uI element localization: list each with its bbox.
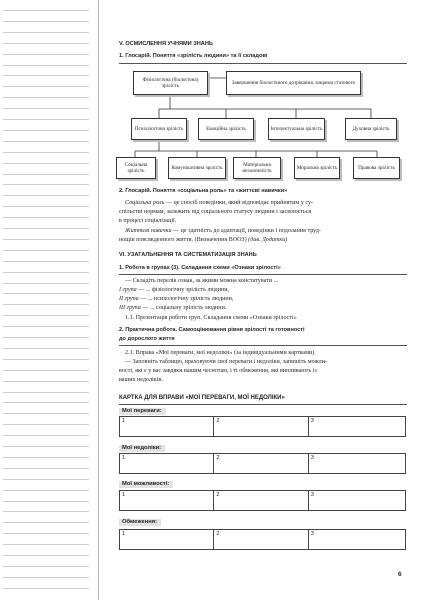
diagram-node-label: Інтелектуальна зрілість bbox=[270, 126, 323, 132]
work2-heading-cont: до дорослого життя bbox=[119, 336, 175, 342]
definition-text: — це спосіб поведінки, який відповідає прийнятим у су- bbox=[164, 200, 314, 206]
exercise-line: вості, які є у вас завдяки вашим чеснотам, і ті обмеження, які випливають із bbox=[119, 368, 317, 374]
diagram-node-biological-maturation bbox=[226, 71, 361, 95]
table-cell[interactable]: 2 bbox=[214, 530, 308, 550]
page-number: 6 bbox=[398, 571, 402, 578]
card-section-label: Мої можливості: bbox=[119, 481, 173, 488]
presentation-line: 1.1. Презентація роботи груп. Складання схеми «Ознаки зрілості» bbox=[125, 315, 297, 321]
group-label: III група bbox=[119, 305, 141, 311]
section6-heading: VI. УЗАГАЛЬНЕННЯ ТА СИСТЕМАТИЗАЦІЯ ЗНАНЬ bbox=[119, 252, 257, 258]
table-cell[interactable]: 2 bbox=[214, 491, 308, 511]
definition-text-with-ref bbox=[119, 237, 287, 244]
life-skills-definition bbox=[125, 228, 321, 235]
exercise-line: ваших недоліків. bbox=[119, 377, 163, 383]
card-title: КАРТКА ДЛЯ ВПРАВИ «МОЇ ПЕРЕВАГИ, МОЇ НЕДОЛІКИ» bbox=[119, 395, 285, 401]
exercise-line: — Заповніть таблицю, враховуючи свої переваги і недоліки, запишіть можли- bbox=[125, 359, 328, 365]
work2-heading: 2. Практична робота. Самооцінювання рівня зрілості та готовності bbox=[119, 327, 305, 333]
card-section-label: Мої недоліки: bbox=[119, 445, 165, 452]
table-cell[interactable]: 1 bbox=[120, 491, 214, 511]
diagram-node-moral bbox=[294, 157, 340, 179]
diagram-node-social bbox=[116, 157, 156, 179]
table-cell[interactable]: 2 bbox=[214, 454, 308, 474]
diagram-node-label: Соціальна зрілість bbox=[124, 162, 148, 174]
card-table-weaknesses bbox=[119, 453, 406, 474]
card-table-opportunities bbox=[119, 490, 406, 511]
group-line bbox=[119, 296, 233, 303]
diagram-node-material bbox=[233, 157, 281, 179]
diagram-node-emotional bbox=[198, 118, 254, 140]
card-section-label: Обмеження: bbox=[119, 519, 161, 526]
underline bbox=[119, 345, 407, 346]
table-cell[interactable]: 3 bbox=[308, 454, 405, 474]
diagram-node-spiritual bbox=[345, 118, 397, 140]
section5-heading: V. ОСМИСЛЕННЯ УЧНЯМИ ЗНАНЬ bbox=[119, 41, 213, 47]
group-label: II група bbox=[119, 296, 139, 302]
diagram-node-label: Емоційна зрілість bbox=[206, 126, 246, 132]
diagram-node-label: Комунікативна зрілість bbox=[171, 165, 223, 171]
diagram-node-intellectual bbox=[268, 118, 325, 140]
term: Соціальна роль bbox=[125, 200, 165, 206]
table-cell[interactable]: 1 bbox=[120, 530, 214, 550]
diagram-node-label: Завершення біологічного дозрівання, зокрема статевого bbox=[231, 80, 356, 86]
definition-text: спільстві нормам, залежить від соціального статусу людини і засвоюється bbox=[119, 209, 312, 215]
exercise-line: 2.1. Вправа «Мої переваги, мої недоліки» (за індивідуальними картками). bbox=[125, 350, 316, 356]
group-line bbox=[119, 287, 229, 294]
diagram-node-physiological bbox=[133, 71, 208, 95]
social-role-definition bbox=[125, 200, 313, 207]
card-table-strengths bbox=[119, 416, 406, 437]
glossary2-heading: 2. Глосарій. Поняття «соціальна роль» та «життєві навички» bbox=[119, 188, 288, 194]
task-line: — Складіть перелік ознак, за якими можна констатувати ... bbox=[125, 278, 279, 284]
table-cell[interactable]: 1 bbox=[120, 417, 214, 437]
diagram-node-label: Правова зрілість bbox=[358, 165, 395, 171]
definition-text: в процесі соціалізації. bbox=[119, 218, 177, 224]
group-line bbox=[119, 305, 226, 312]
diagram-node-label: Матеріальна незалежність bbox=[242, 162, 272, 174]
underline bbox=[119, 404, 407, 405]
card-section-label: Мої переваги: bbox=[119, 408, 166, 415]
diagram-node-label: Моральна зрілість bbox=[296, 165, 338, 171]
group-text: — ... соціальну зрілість людини. bbox=[140, 305, 227, 311]
group-label: I група bbox=[119, 287, 137, 293]
diagram-node-label: Духовна зрілість bbox=[352, 126, 390, 132]
diagram-node-label: Фізіологічна (біологічна) зрілість bbox=[142, 77, 199, 89]
diagram-node-communicative bbox=[168, 157, 226, 179]
underline bbox=[119, 274, 407, 275]
diagram-node-label: Психологічна зрілість bbox=[134, 126, 184, 132]
diagram-node-legal bbox=[353, 157, 400, 179]
table-cell[interactable]: 1 bbox=[120, 454, 214, 474]
appendix-ref: (див. Додатки) bbox=[248, 237, 288, 243]
group-text: — ... фізіологічну зрілість людини, bbox=[136, 287, 230, 293]
term: Життєві навички bbox=[125, 228, 172, 234]
table-cell[interactable]: 3 bbox=[308, 491, 405, 511]
table-cell[interactable]: 2 bbox=[214, 417, 308, 437]
glossary1-heading: 1. Глосарій. Поняття «зрілість людини» та її складові bbox=[119, 53, 268, 59]
diagram-node-psychological bbox=[131, 118, 187, 140]
work1-heading: 1. Робота в групах (3). Складання схеми «Ознаки зрілості» bbox=[119, 265, 281, 271]
table-cell[interactable]: 3 bbox=[308, 530, 405, 550]
definition-text: нощів повсякденного життя. (Визначення ВООЗ) bbox=[119, 237, 249, 243]
table-cell[interactable]: 3 bbox=[308, 417, 405, 437]
definition-text: — це здатність до адаптації, поведінки і подолання труд- bbox=[171, 228, 321, 234]
group-text: — ... психологічну зрілість людини, bbox=[138, 296, 234, 302]
card-table-limitations bbox=[119, 529, 406, 550]
